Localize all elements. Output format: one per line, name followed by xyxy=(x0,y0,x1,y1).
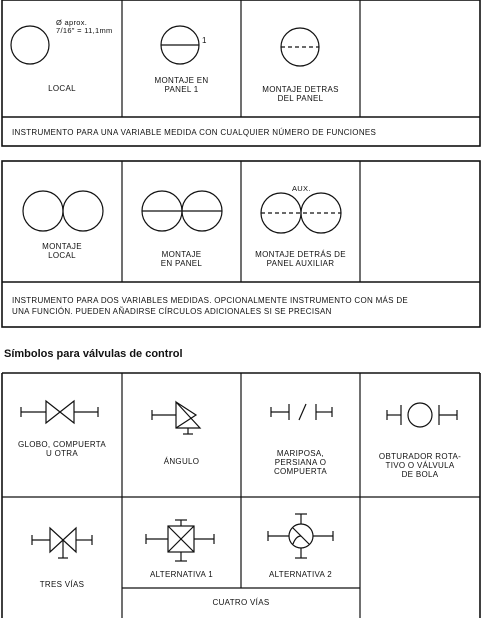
section2-caption-line2: UNA FUNCIÓN. PUEDEN AÑADIRSE CÍRCULOS ADICIONALES SI SE PRECISAN xyxy=(12,307,332,316)
four-way-alt2-valve-symbol xyxy=(268,514,333,558)
label-montaje-aux-line1: MONTAJE DETRÁS DE xyxy=(255,250,346,259)
label-montaje-local-line1: MONTAJE xyxy=(42,242,82,251)
behind-panel-instrument-symbol xyxy=(281,28,319,66)
aux-label: AUX. xyxy=(292,184,311,193)
two-variable-local-symbol xyxy=(23,191,103,231)
label-montaje-detras-line1: MONTAJE DETRAS xyxy=(262,85,339,94)
section2-caption xyxy=(12,295,408,317)
label-mariposa-line3: COMPUERTA xyxy=(273,467,328,476)
panel-number: 1 xyxy=(202,36,207,45)
label-globo-line2: U OTRA xyxy=(45,449,79,458)
label-tres-vias: TRES VÍAS xyxy=(39,580,85,589)
label-montaje-panel-line2: PANEL 1 xyxy=(164,85,199,94)
section1-caption: INSTRUMENTO PARA UNA VARIABLE MEDIDA CON CUALQUIER NÚMERO DE FUNCIONES xyxy=(12,128,377,137)
diameter-note xyxy=(56,19,113,35)
diameter-note-line2: 7/16" = 11,1mm xyxy=(56,26,113,35)
label-montaje-en-panel-line2: EN PANEL xyxy=(160,259,203,268)
two-variable-aux-panel-symbol xyxy=(261,193,341,233)
butterfly-valve-symbol xyxy=(271,404,332,420)
label-angulo: ÁNGULO xyxy=(163,457,200,466)
label-mariposa-line1: MARIPOSA, xyxy=(276,449,325,458)
label-globo-line1: GLOBO, COMPUERTA xyxy=(17,440,107,449)
panel-instrument-symbol xyxy=(161,26,199,64)
label-montaje-local-line2: LOCAL xyxy=(48,251,76,260)
three-way-valve-symbol xyxy=(32,528,92,558)
label-montaje-aux-line2: PANEL AUXILIAR xyxy=(266,259,335,268)
label-local: LOCAL xyxy=(48,84,76,93)
label-obturador-line3: DE BOLA xyxy=(401,470,439,479)
label-montaje-en-panel-line1: MONTAJE xyxy=(161,250,202,259)
ball-valve-symbol xyxy=(387,403,457,427)
label-montaje-panel xyxy=(122,76,241,94)
section2-caption-line1: INSTRUMENTO PARA DOS VARIABLES MEDIDAS. OPCIONALMENTE INSTRUMENTO CON MÁS DE xyxy=(12,296,409,305)
local-instrument-symbol xyxy=(11,26,49,64)
label-montaje-aux xyxy=(241,250,360,268)
label-montaje-en-panel xyxy=(122,250,241,268)
valves-heading: Símbolos para válvulas de control xyxy=(4,348,183,360)
label-obturador-line2: TIVO O VÁLVULA xyxy=(385,461,455,470)
angle-valve-symbol xyxy=(152,402,200,434)
label-montaje-panel-line1: MONTAJE EN xyxy=(154,76,209,85)
label-alternativa-1: ALTERNATIVA 1 xyxy=(149,570,214,579)
label-montaje-detras-line2: DEL PANEL xyxy=(277,94,324,103)
four-way-alt1-valve-symbol xyxy=(146,520,214,561)
label-alternativa-2: ALTERNATIVA 2 xyxy=(268,570,333,579)
label-globo xyxy=(2,440,122,458)
label-obturador xyxy=(360,452,480,479)
label-mariposa-line2: PERSIANA O xyxy=(274,458,327,467)
label-mariposa xyxy=(241,449,360,476)
label-montaje-local xyxy=(2,242,122,260)
label-cuatro-vias: CUATRO VÍAS xyxy=(212,598,270,607)
two-variable-panel-symbol xyxy=(142,191,222,231)
label-obturador-line1: OBTURADOR ROTA- xyxy=(378,452,462,461)
globe-valve-symbol xyxy=(21,401,98,423)
diameter-note-line1: Ø aprox. xyxy=(56,18,88,27)
label-montaje-detras xyxy=(241,85,360,103)
